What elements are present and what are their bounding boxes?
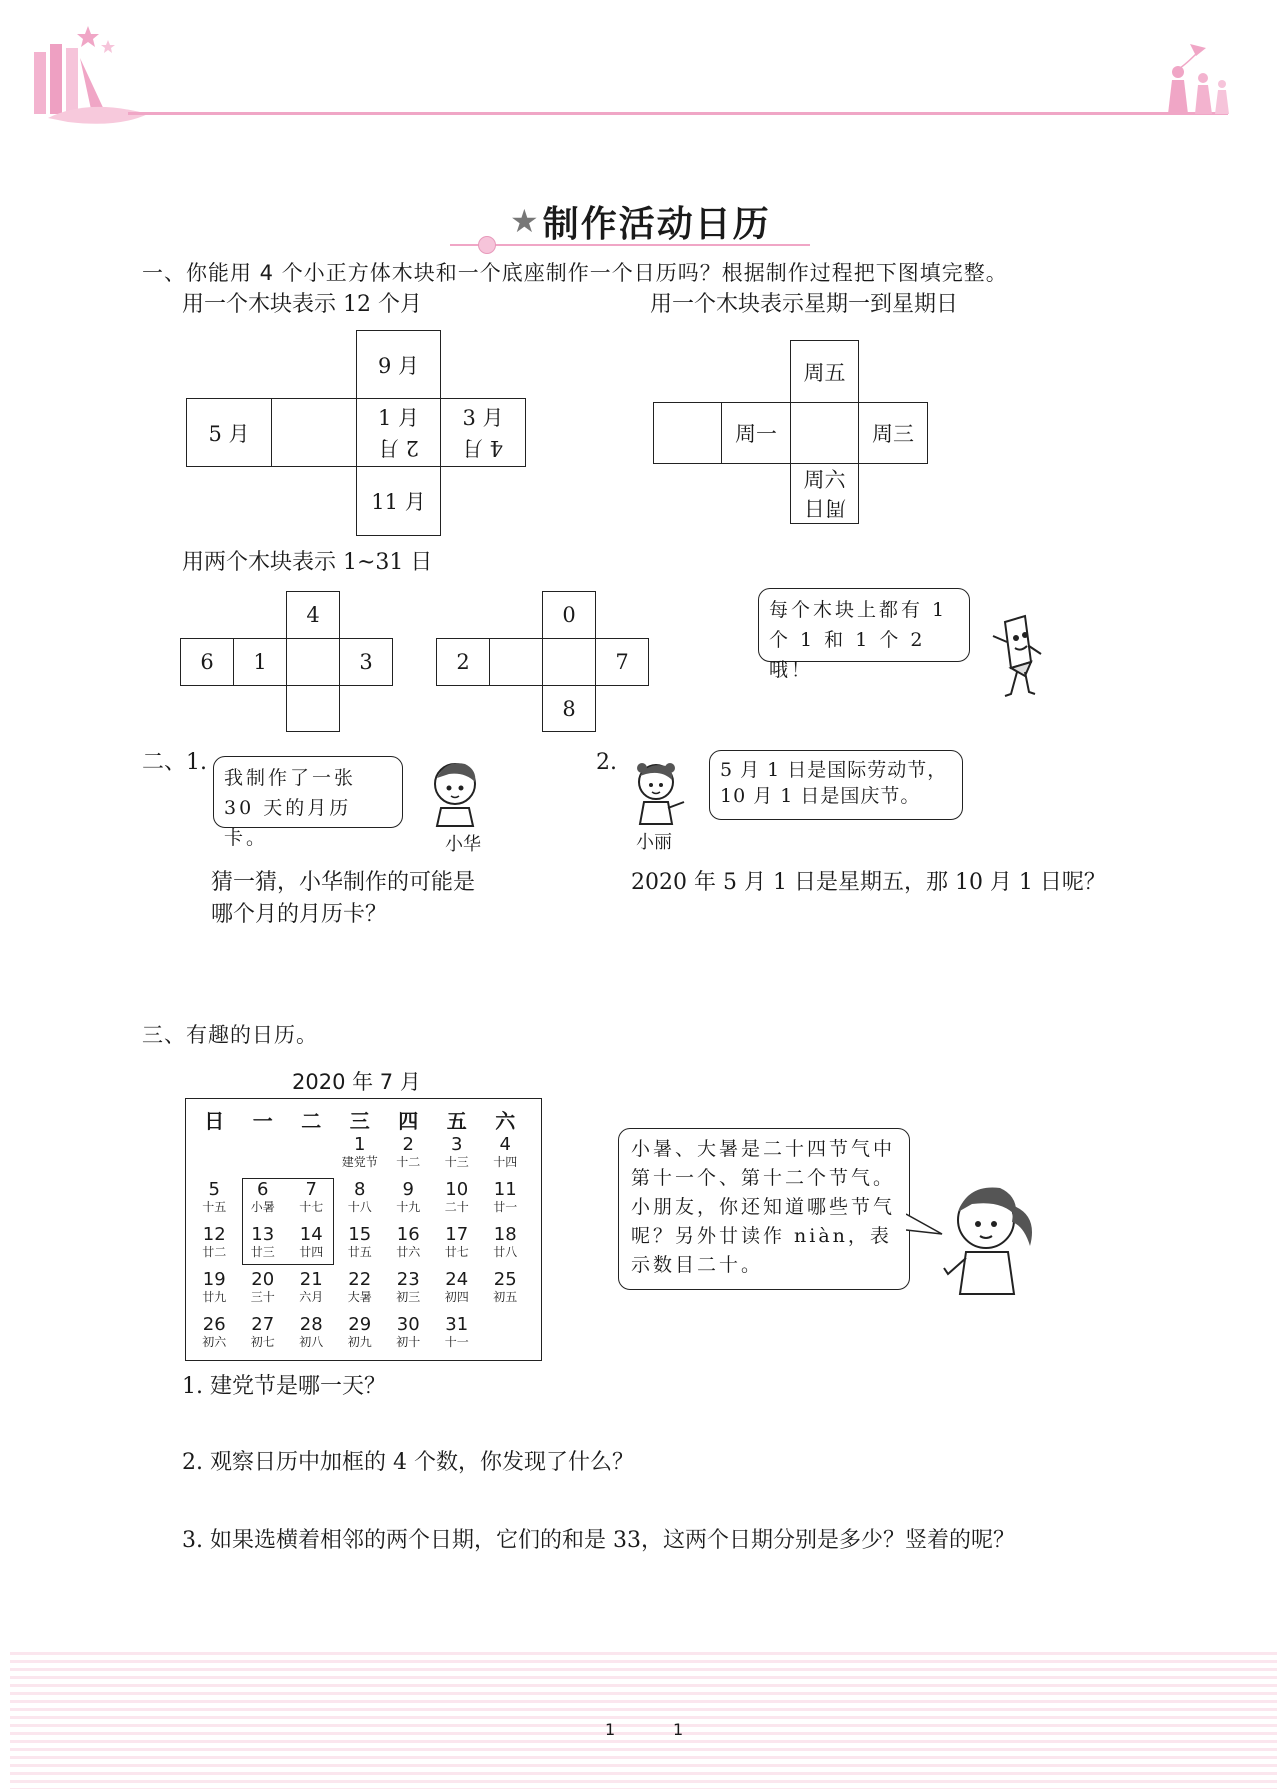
calendar-day-number: 29 <box>348 1314 372 1335</box>
calendar-day-number: 28 <box>299 1314 323 1335</box>
calendar-day-lunar: 廿七 <box>444 1245 469 1259</box>
calendar-day <box>384 1315 433 1360</box>
days-b-cell-center <box>542 638 596 686</box>
girl-mascot-icon <box>938 1176 1048 1296</box>
calendar-day-lunar: 十七 <box>299 1200 324 1214</box>
calendar-day-number: 8 <box>354 1179 366 1200</box>
header-ornament-icon <box>28 18 1248 128</box>
calendar-day-number: 30 <box>396 1314 420 1335</box>
calendar-day-number: 2 <box>402 1134 414 1155</box>
calendar-day <box>481 1315 530 1360</box>
calendar-weekday-header: 二 <box>301 1108 322 1133</box>
calendar-day-lunar: 十一 <box>444 1335 469 1349</box>
calendar-weekday-header: 五 <box>446 1108 467 1133</box>
q2-label: 2. <box>596 750 617 775</box>
calendar-day-number: 3 <box>451 1134 463 1155</box>
calendar-day-number: 17 <box>445 1224 469 1245</box>
calendar-day-lunar: 廿九 <box>202 1290 227 1304</box>
calendar-day <box>287 1270 336 1315</box>
calendar-day-lunar: 十四 <box>493 1155 518 1169</box>
q2-bubble-line1: 5 月 1 日是国际劳动节， <box>720 759 948 781</box>
calendar-day-number: 20 <box>251 1269 275 1290</box>
days-b-cell-bottom: 8 <box>542 685 596 732</box>
calendar-day-lunar: 廿八 <box>493 1245 518 1259</box>
section3-q3: 3. 如果选横着相邻的两个日期，它们的和是 33，这两个日期分别是多少？竖着的呢？ <box>182 1528 1015 1553</box>
calendar-day <box>433 1135 482 1180</box>
calendar-highlight-box <box>242 1178 334 1265</box>
q1-name: 小华 <box>445 834 481 855</box>
calendar-day <box>481 1225 530 1270</box>
calendar-day-lunar: 十九 <box>396 1200 421 1214</box>
days-a-cell-left2: 1 <box>233 638 287 686</box>
calendar-day <box>287 1315 336 1360</box>
calendar-day <box>481 1180 530 1225</box>
q1-line1: 猜一猜，小华制作的可能是 <box>211 870 476 895</box>
calendar-day <box>433 1315 482 1360</box>
calendar-day-lunar: 初六 <box>202 1335 227 1349</box>
calendar-day-lunar: 廿六 <box>396 1245 421 1259</box>
calendar-day <box>384 1225 433 1270</box>
calendar-day-lunar: 廿三 <box>250 1245 275 1259</box>
days-a-cell-right: 3 <box>339 638 393 686</box>
calendar-day <box>433 1180 482 1225</box>
weekday-cell-mid: 周一 <box>721 402 791 464</box>
calendar-day-lunar: 大暑 <box>347 1290 372 1304</box>
calendar-day-lunar: 初九 <box>347 1335 372 1349</box>
section3-q2: 2. 观察日历中加框的 4 个数，你发现了什么？ <box>182 1450 634 1475</box>
q2-bubble <box>709 750 963 820</box>
calendar-day <box>336 1135 385 1180</box>
calendar-day-number: 16 <box>396 1224 420 1245</box>
calendar-day <box>384 1180 433 1225</box>
calendar-day-number: 26 <box>202 1314 226 1335</box>
pencil-mascot-icon <box>985 612 1045 702</box>
xiaoli-avatar-icon <box>628 758 688 826</box>
calendar-day-number: 23 <box>396 1269 420 1290</box>
page-title <box>510 196 771 246</box>
calendar-grid <box>190 1103 530 1360</box>
calendar-day <box>239 1315 288 1360</box>
calendar-day-number: 13 <box>251 1224 275 1245</box>
calendar-day-number: 1 <box>354 1134 366 1155</box>
calendar-day-lunar: 十二 <box>396 1155 421 1169</box>
days-a-cell-left: 6 <box>180 638 234 686</box>
calendar-day-number: 9 <box>402 1179 414 1200</box>
months-cell-center: 1 月 2 月 <box>356 398 441 467</box>
calendar-day <box>239 1270 288 1315</box>
section2-label: 二、1. <box>142 750 207 775</box>
months-caption: 用一个木块表示 12 个月 <box>182 292 422 317</box>
calendar-weekday-header: 四 <box>398 1108 419 1133</box>
header-decoration <box>28 18 1248 128</box>
q1-bubble: 我制作了一张 30 天的月历卡。 <box>213 756 403 828</box>
calendar-day-number: 12 <box>202 1224 226 1245</box>
months-cell-top: 9 月 <box>356 330 441 399</box>
calendar-weekday-header: 一 <box>252 1108 273 1133</box>
months-cell-blank <box>271 398 357 467</box>
calendar-day-number: 6 <box>257 1179 269 1200</box>
days-a-cell-bottom <box>286 685 340 732</box>
calendar-day-lunar: 初七 <box>250 1335 275 1349</box>
days-caption: 用两个木块表示 1~31 日 <box>182 550 433 575</box>
days-a-cell-top: 4 <box>286 591 340 639</box>
calendar-day-lunar: 六月 <box>299 1290 324 1304</box>
q2-name: 小丽 <box>636 832 672 853</box>
calendar-day-lunar: 十三 <box>444 1155 469 1169</box>
calendar-day-number: 27 <box>251 1314 275 1335</box>
weekday-cell-blank1 <box>653 402 722 464</box>
months-cell-left: 5 月 <box>186 398 272 467</box>
calendar-day <box>190 1315 239 1360</box>
calendar-day <box>190 1225 239 1270</box>
calendar-weekday-header: 六 <box>495 1108 516 1133</box>
calendar <box>185 1098 542 1361</box>
section3-q1: 1. 建党节是哪一天？ <box>182 1374 386 1399</box>
calendar-day-number: 25 <box>493 1269 517 1290</box>
calendar-day-lunar: 初四 <box>444 1290 469 1304</box>
page-title-text: 制作活动日历 <box>542 202 771 245</box>
calendar-day-lunar: 建党节 <box>341 1155 378 1169</box>
calendar-weekday-header: 日 <box>204 1108 225 1133</box>
calendar-day <box>336 1315 385 1360</box>
title-dot-icon <box>478 236 496 254</box>
calendar-day <box>384 1270 433 1315</box>
calendar-day-number: 22 <box>348 1269 372 1290</box>
months-cell-bottom: 11 月 <box>356 466 441 536</box>
calendar-day <box>481 1135 530 1180</box>
calendar-day <box>384 1135 433 1180</box>
calendar-day <box>433 1270 482 1315</box>
footer-stripes <box>10 1652 1277 1789</box>
calendar-day-lunar: 十八 <box>347 1200 372 1214</box>
calendar-day-lunar: 廿二 <box>202 1245 227 1259</box>
calendar-day <box>190 1180 239 1225</box>
page-number-right: 1 <box>673 1720 684 1739</box>
calendar-day <box>481 1270 530 1315</box>
calendar-day-lunar: 廿五 <box>347 1245 372 1259</box>
calendar-day-number: 15 <box>348 1224 372 1245</box>
q2-bubble-line2: 10 月 1 日是国庆节。 <box>720 785 921 807</box>
calendar-day-lunar: 廿四 <box>299 1245 324 1259</box>
calendar-day-lunar: 小暑 <box>250 1200 275 1214</box>
weekday-cell-blank2 <box>790 402 859 464</box>
calendar-day-number: 5 <box>208 1179 220 1200</box>
days-b-cell-blank <box>489 638 543 686</box>
section1-label: 一、你能用 4 个小正方体木块和一个底座制作一个日历吗？根据制作过程把下图填完整。 <box>142 261 1008 285</box>
days-b-cell-right: 7 <box>595 638 649 686</box>
calendar-day <box>336 1225 385 1270</box>
days-a-cell-center <box>286 638 340 686</box>
calendar-weekday-header: 三 <box>349 1108 370 1133</box>
weekday-cell-top: 周五 <box>790 340 859 403</box>
days-b-cell-left: 2 <box>436 638 490 686</box>
months-cell-right: 3 月 4 月 <box>440 398 526 467</box>
calendar-day-number: 7 <box>305 1179 317 1200</box>
calendar-day-lunar: 廿一 <box>493 1200 518 1214</box>
calendar-day-lunar: 初十 <box>396 1335 421 1349</box>
calendar-day <box>190 1270 239 1315</box>
calendar-day-number: 31 <box>445 1314 469 1335</box>
title-underline <box>450 244 810 246</box>
calendar-day-lunar: 三十 <box>250 1290 275 1304</box>
q2-question: 2020 年 5 月 1 日是星期五，那 10 月 1 日呢？ <box>631 870 1106 895</box>
calendar-day <box>190 1135 239 1180</box>
weekdays-caption: 用一个木块表示星期一到星期日 <box>650 292 959 317</box>
calendar-day-lunar: 十五 <box>202 1200 227 1214</box>
calendar-day-number: 21 <box>299 1269 323 1290</box>
xiaohua-avatar-icon <box>425 758 485 828</box>
calendar-day-number: 14 <box>299 1224 323 1245</box>
calendar-day-lunar: 初八 <box>299 1335 324 1349</box>
calendar-title: 2020 年 7 月 <box>292 1070 421 1094</box>
calendar-day <box>336 1270 385 1315</box>
calendar-day-lunar: 初三 <box>396 1290 421 1304</box>
calendar-day-number: 11 <box>493 1179 517 1200</box>
hint-bubble: 每个木块上都有 1 个 1 和 1 个 2 哦！ <box>758 588 970 662</box>
star-icon: ★ <box>510 202 539 240</box>
calendar-day-number: 18 <box>493 1224 517 1245</box>
page-number-left: 1 <box>605 1720 616 1739</box>
calendar-day <box>287 1135 336 1180</box>
solar-terms-bubble: 小暑、大暑是二十四节气中第十一个、第十二个节气。小朋友，你还知道哪些节气呢？另外廿读作 niàn，表示数目二十。 <box>618 1128 910 1290</box>
section3-label: 三、有趣的日历。 <box>142 1023 318 1047</box>
calendar-day-number: 24 <box>445 1269 469 1290</box>
weekday-cell-bottom: 周六 周日 <box>790 463 859 524</box>
q1-line2: 哪个月的月历卡？ <box>211 902 388 927</box>
calendar-day-number: 4 <box>499 1134 511 1155</box>
calendar-day <box>239 1135 288 1180</box>
calendar-day-lunar: 二十 <box>444 1200 469 1214</box>
calendar-day <box>336 1180 385 1225</box>
days-b-cell-top: 0 <box>542 591 596 639</box>
calendar-day-number: 10 <box>445 1179 469 1200</box>
weekday-cell-right: 周三 <box>858 402 928 464</box>
calendar-day-number: 19 <box>202 1269 226 1290</box>
calendar-day <box>433 1225 482 1270</box>
calendar-day-lunar: 初五 <box>493 1290 518 1304</box>
